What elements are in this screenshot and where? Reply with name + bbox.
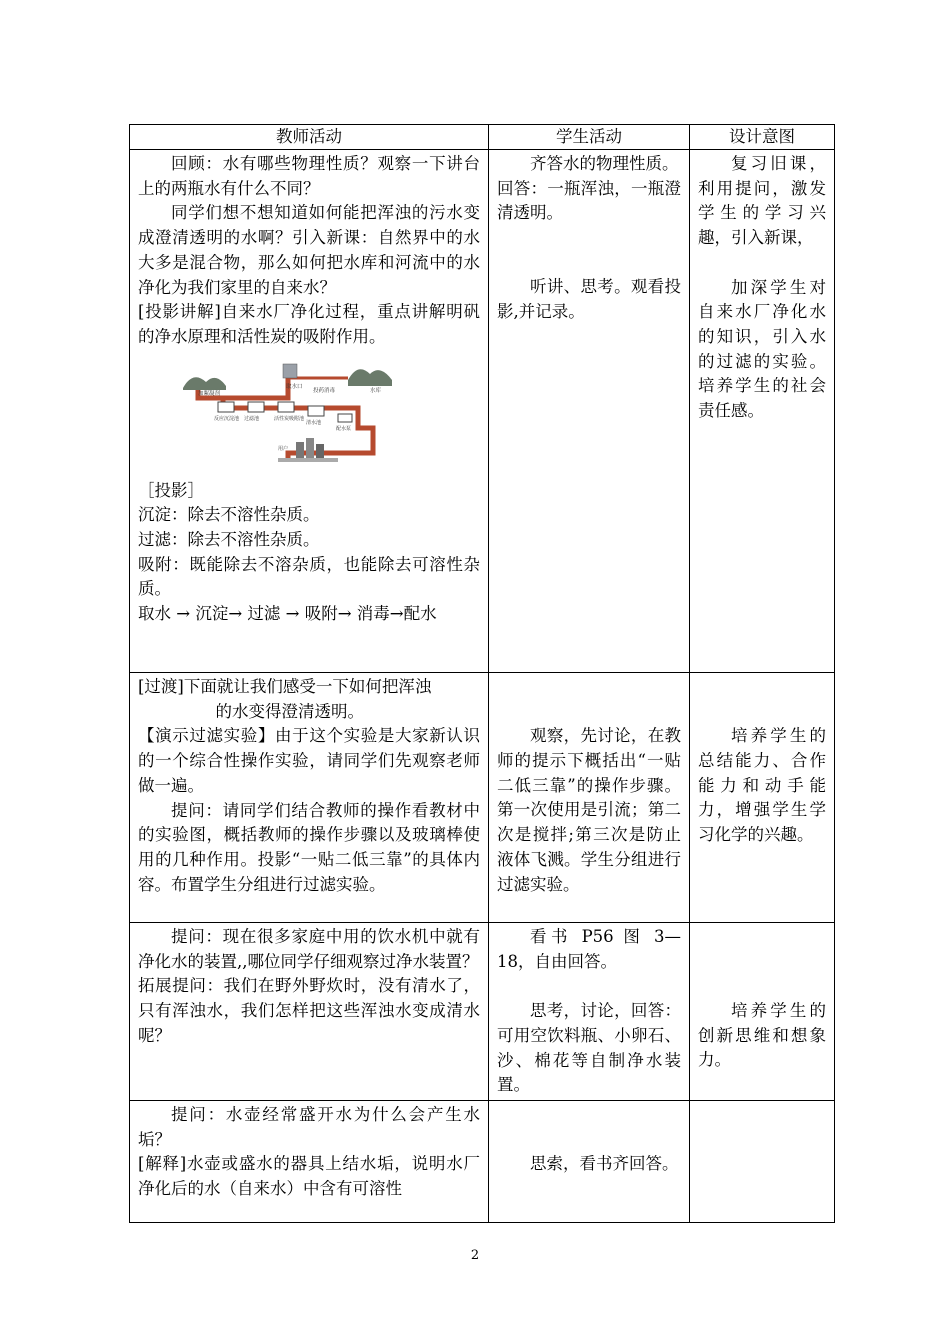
- diagram-label: 投药消毒: [313, 387, 336, 394]
- pump-icon: [338, 414, 352, 422]
- teacher-text: 拓展提问：我们在野外野炊时，没有清水了，只有浑浊水，我们怎样把这些浑浊水变成清水呢？: [138, 976, 480, 1045]
- intent-text: 培养学生的总结能力、合作能力和动手能力，增强学生学习化学的兴趣。: [698, 726, 826, 845]
- diagram-label: 过滤池: [244, 415, 260, 422]
- teacher-text: 提问：现在很多家庭中用的饮水机中就有净化水的装置,,哪位同学仔细观察过净水装置？: [138, 927, 480, 971]
- tank-icon: [308, 406, 324, 416]
- table-row: [130, 923, 835, 1101]
- teacher-text: 过滤：除去不溶性杂质。: [138, 530, 320, 550]
- building-icon: [296, 442, 304, 458]
- intent-cell: [690, 673, 835, 923]
- teacher-text: 同学们想不想知道如何能把浑浊的污水变成澄清透明的水啊？引入新课：自然界中的水大多是混合物，那么如何把水库和河流中的水净化为我们家里的自来水？: [138, 203, 480, 297]
- diagram-label: 加絮凝剂: [198, 390, 221, 397]
- intent-cell: [690, 923, 835, 1101]
- teacher-text: ［投影］: [138, 480, 204, 500]
- diagram-label: 配水泵: [336, 425, 352, 432]
- intent-text: 培养学生的创新思维和想象力。: [698, 1001, 826, 1070]
- intent-text: 加深学生对自来水厂净化水的知识，引入水的过滤的实验。培养学生的社会责任感。: [698, 277, 826, 421]
- intent-text: 复习旧课，利用提问，激发学生的学习兴趣，引入新课，: [698, 154, 826, 248]
- teacher-text: [解释]水壶或盛水的器具上结水垢，说明水厂净化后的水（自来水）中含有可溶性: [138, 1154, 480, 1199]
- diagram-label: 活性炭吸附池: [274, 415, 305, 422]
- teacher-cell: [130, 673, 489, 923]
- water-plant-diagram: [178, 358, 398, 473]
- header-teacher-activity: 教师活动: [130, 125, 489, 150]
- intake-icon: [283, 364, 297, 378]
- student-text: 观察，先讨论，在教师的提示下概括出“一贴二低三靠”的操作步骤。第一次使用是引流；第二次是搅拌;第三次是防止液体飞溅。学生分组进行过滤实验。: [497, 726, 681, 894]
- teacher-text: 沉淀：除去不溶性杂质。: [138, 505, 320, 525]
- tank-icon: [278, 402, 294, 412]
- hill-right-icon: [348, 369, 392, 386]
- student-text: 思考，讨论，回答：可用空饮料瓶、小卵石、沙、棉花等自制净水装置。: [497, 1001, 681, 1095]
- teacher-cell: [130, 150, 489, 673]
- lesson-plan-table: [129, 124, 835, 1223]
- tank-icon: [218, 402, 234, 412]
- header-row: [130, 125, 835, 150]
- student-text: 齐答水的物理性质。: [530, 154, 679, 173]
- teacher-text: 回顾：水有哪些物理性质？观察一下讲台上的两瓶水有什么不同？: [138, 154, 480, 198]
- student-text: 思索，看书齐回答。: [530, 1154, 679, 1174]
- teacher-cell: [130, 1100, 489, 1222]
- diagram-label: 清水池: [306, 419, 322, 426]
- diagram-label: 反应沉淀池: [214, 415, 240, 422]
- student-cell: [489, 150, 690, 673]
- tank-icon: [248, 402, 264, 412]
- teacher-text: 的水变得澄清透明。: [215, 701, 365, 721]
- teacher-text: [投影讲解]自来水厂净化过程，重点讲解明矾的净水原理和活性炭的吸附作用。: [138, 302, 480, 346]
- student-cell: [489, 1100, 690, 1222]
- table-row: [130, 150, 835, 673]
- hill-left-icon: [183, 377, 226, 390]
- student-cell: [489, 923, 690, 1101]
- header-student-activity: 学生活动: [489, 125, 690, 150]
- teacher-text: 提问：水壶经常盛开水为什么会产生水垢？: [138, 1104, 480, 1149]
- teacher-text: 提问：请同学们结合教师的操作看教材中的实验图，概括教师的操作步骤以及玻璃棒使用的几种作用。投影“一贴二低三靠”的具体内容。布置学生分组进行过滤实验。: [138, 800, 480, 894]
- diagram-label: 水库: [370, 387, 382, 394]
- teacher-cell: [130, 923, 489, 1101]
- student-cell: [489, 673, 690, 923]
- table-row: [130, 673, 835, 923]
- student-text: 回答：一瓶浑浊，一瓶澄清透明。: [497, 178, 681, 223]
- student-text: 听讲、思考。观看投影,并记录。: [497, 277, 681, 322]
- diagram-label: 用户: [278, 445, 289, 452]
- intent-cell: [690, 150, 835, 673]
- teacher-text: 【演示过滤实验】由于这个实验是大家新认识的一个综合性操作实验，请同学们先观察老师做一遍。: [138, 726, 480, 795]
- building-icon: [316, 444, 324, 458]
- diagram-label: 取水口: [286, 383, 303, 390]
- teacher-text: 取水 → 沉淀→ 过滤 → 吸附→ 消毒→配水: [138, 604, 437, 624]
- teacher-text: [过渡]下面就让我们感受一下如何把浑浊: [138, 677, 432, 696]
- teacher-text: 吸附：既能除去不溶杂质，也能除去可溶性杂质。: [138, 554, 480, 599]
- header-design-intent: 设计意图: [690, 125, 835, 150]
- student-text: 看书 P56 图 3—18，自由回答。: [497, 927, 681, 971]
- intent-cell: [690, 1100, 835, 1222]
- table-row: [130, 1100, 835, 1222]
- page-number: 2: [470, 1248, 480, 1263]
- building-icon: [306, 438, 314, 458]
